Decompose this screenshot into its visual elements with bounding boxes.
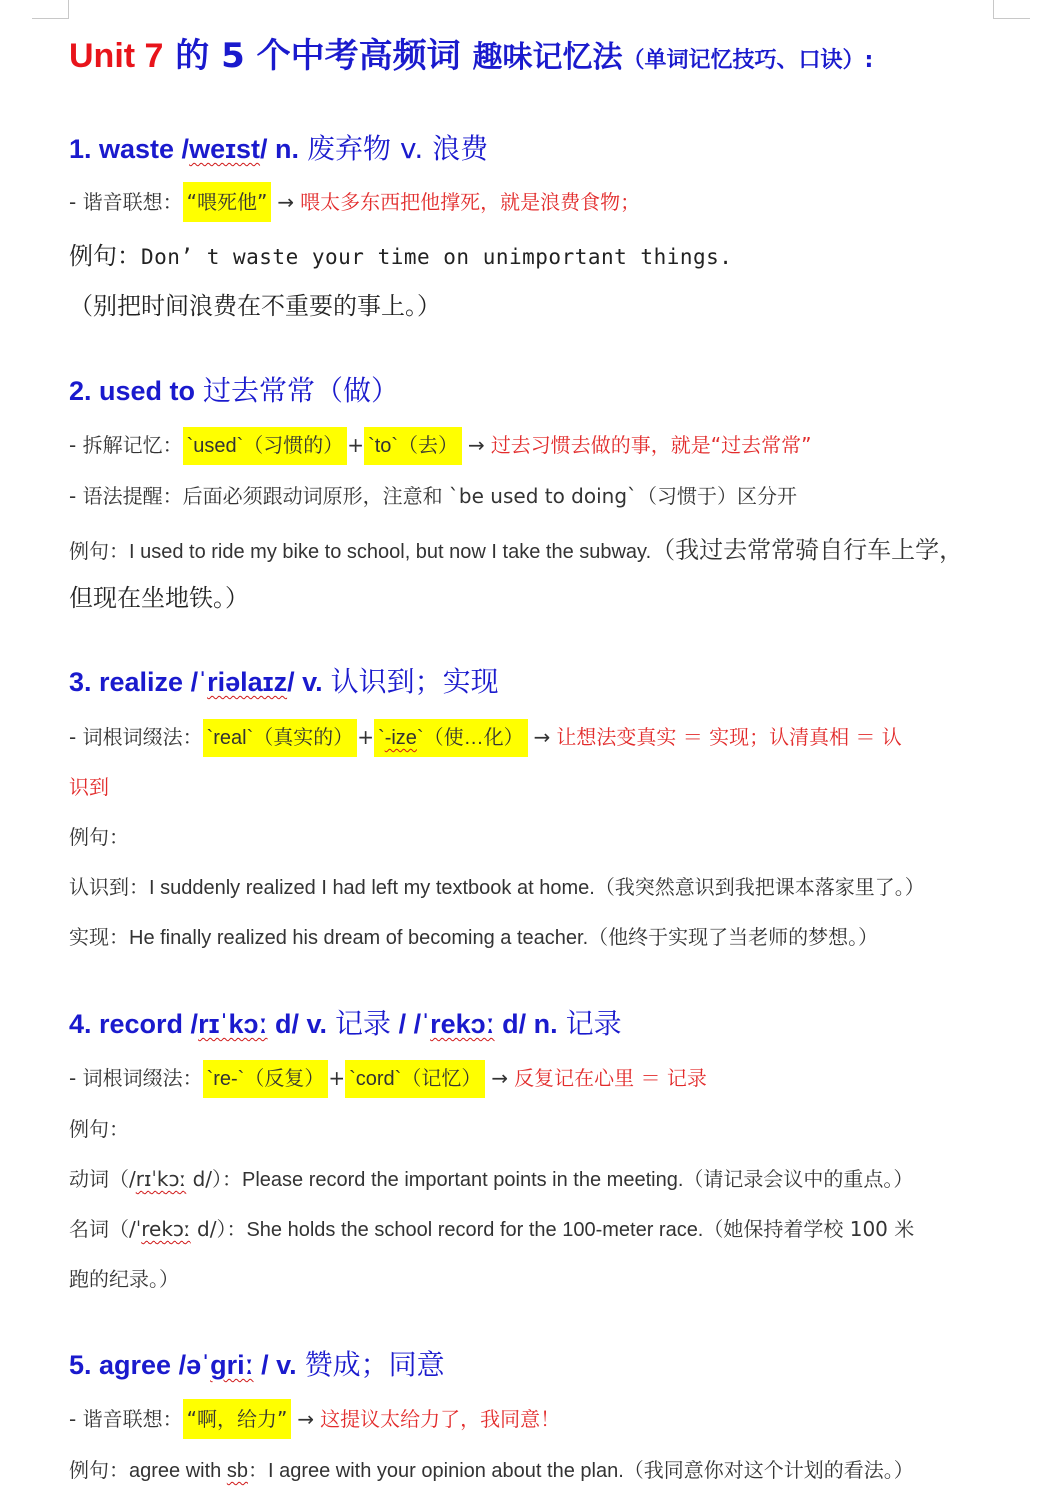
word-2-example-zh: （我过去常常骑自行车上学， <box>651 536 964 564</box>
word-4-example-label: 例句： <box>69 1117 129 1141</box>
word-4-highlight-2: `cord`（记忆） <box>345 1060 485 1098</box>
title-note: （单词记忆技巧、口诀）: <box>622 48 874 73</box>
word-2-highlight-1: `used`（习惯的） <box>183 427 348 465</box>
word-3-heading: 3. realize /ˈriəlaɪz/ v. 认识到；实现 <box>69 665 499 698</box>
title-method: 趣味记忆法 <box>472 40 623 75</box>
word-3-example-2: 实现：He finally realized his dream of becoming a teacher.（他终于实现了当老师的梦想。） <box>69 925 879 949</box>
page-corner-mark-left <box>32 0 69 19</box>
word-3-example-label: 例句： <box>69 825 129 849</box>
word-5-meaning: 赞成；同意 <box>304 1348 445 1381</box>
word-4-phonetic-noun: rekɔː <box>430 1009 495 1039</box>
word-3-phonetic: riəlaɪz <box>207 667 288 697</box>
word-1-heading: 1. waste /weɪst/ n. 废弃物 v. 浪费 <box>69 132 489 165</box>
word-2-grammar-note: - 语法提醒：后面必须跟动词原形，注意和 `be used to doing`（习惯于）区分开 <box>69 484 798 508</box>
word-4-memory-tip: - 词根词缀法： `re-`（反复） + `cord`（记忆） → 反复记在心里 ＝ 记录 <box>69 1062 1002 1091</box>
word-2-example-zh-cont: 但现在坐地铁。） <box>69 584 249 612</box>
word-3-highlight-1: `real`（真实的） <box>203 719 358 757</box>
word-1-memory-tip: - 谐音联想： “喂死他” → 喂太多东西把他撑死，就是浪费食物； <box>69 186 1002 215</box>
word-3-meaning: 认识到；实现 <box>330 665 499 698</box>
word-4-highlight-1: `re-`（反复） <box>203 1060 329 1098</box>
arrow-icon: → <box>491 1066 509 1090</box>
word-1-highlight: “喂死他” <box>183 182 272 222</box>
word-2-heading: 2. used to 过去常常（做） <box>69 374 400 407</box>
arrow-icon: → <box>277 190 295 214</box>
word-2-example-en: I used to ride my bike to school, but now I take the subway. <box>129 541 652 563</box>
word-4-example-1: 动词（/rɪˈkɔː d/）：Please record the important points in the meeting.（请记录会议中的重点。） <box>69 1167 914 1191</box>
word-4-heading: 4. record /rɪˈkɔː d/ v. 记录 / /ˈrekɔː d/ n. 记录 <box>69 1007 622 1040</box>
word-5-memory-tip: - 谐音联想： “啊，给力” → 这提议太给力了，我同意！ <box>69 1403 1002 1432</box>
word-2-explanation: 过去习惯去做的事，就是“过去常常” <box>490 433 812 457</box>
word-5-highlight: “啊，给力” <box>183 1399 292 1439</box>
word-5-explanation: 这提议太给力了，我同意！ <box>320 1407 561 1431</box>
word-1-example-zh: （别把时间浪费在不重要的事上。） <box>69 292 441 320</box>
word-4-example-2: 名词（/ˈrekɔː d/）：She holds the school record for the 100-meter race.（她保持着学校 100 米 <box>69 1217 915 1241</box>
word-5-phonetic: griː <box>210 1350 254 1380</box>
word-4-phonetic-verb: rɪˈkɔː <box>198 1009 268 1039</box>
word-1-explanation: 喂太多东西把他撑死，就是浪费食物； <box>300 190 641 214</box>
word-1-meaning: 废弃物 v. 浪费 <box>307 132 489 165</box>
word-3-explanation: 让想法变真实 ＝ 实现；认清真相 ＝ 认 <box>556 725 902 749</box>
word-4-example-2-cont: 跑的纪录。） <box>69 1267 179 1291</box>
page-corner-mark-right <box>993 0 1030 19</box>
word-2-meaning: 过去常常（做） <box>203 374 400 407</box>
arrow-icon: → <box>468 433 485 457</box>
word-2-example: 例句：I used to ride my bike to school, but now I take the subway.（我过去常常骑自行车上学， <box>69 536 964 564</box>
word-2-memory-tip: - 拆解记忆： `used`（习惯的） + `to`（去） → 过去习惯去做的事，就是“过去常常” <box>69 429 1002 458</box>
word-3-example-1: 认识到：I suddenly realized I had left my textbook at home.（我突然意识到我把课本落家里了。） <box>69 875 925 899</box>
arrow-icon: → <box>297 1407 315 1431</box>
word-1-example-en: Don’ t waste your time on unimportant things. <box>141 245 733 269</box>
word-5-example: 例句：agree with sb：I agree with your opinion about the plan.（我同意你对这个计划的看法。） <box>69 1458 914 1482</box>
word-1-example: 例句：Don’ t waste your time on unimportant things. <box>69 242 733 270</box>
word-1-phonetic: weɪst <box>189 134 261 164</box>
word-3-explanation-cont: 识到 <box>69 775 109 799</box>
title-main: 的 5 个中考高频词 <box>163 36 473 76</box>
word-2-highlight-2: `to`（去） <box>364 427 462 465</box>
word-3-memory-tip: - 词根词缀法： `real`（真实的） + `-ize`（使…化） → 让想法变真实 ＝ 实现；认清真相 ＝ 认 <box>69 721 1002 750</box>
page-title <box>69 28 1002 77</box>
word-3-highlight-2: `-ize`（使…化） <box>374 719 528 757</box>
word-4-explanation: 反复记在心里 ＝ 记录 <box>514 1066 707 1090</box>
title-unit: Unit 7 <box>69 37 164 75</box>
word-5-heading: 5. agree /əˈgriː / v. 赞成；同意 <box>69 1348 445 1381</box>
arrow-icon: → <box>533 725 551 749</box>
